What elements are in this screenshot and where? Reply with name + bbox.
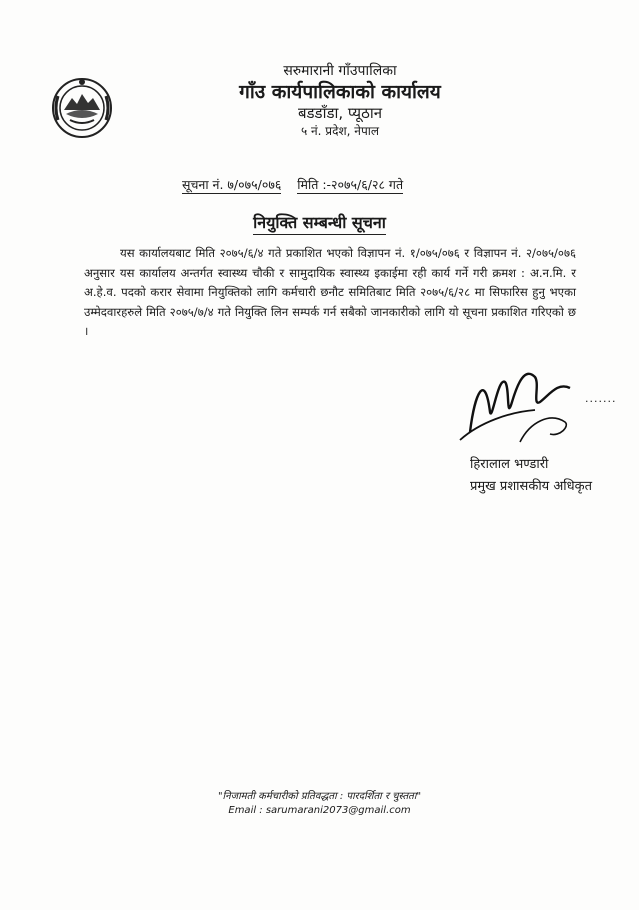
province-line: ५ नं. प्रदेश, नेपाल xyxy=(300,124,380,138)
subject-text: नियुक्ति सम्बन्धी सूचना xyxy=(253,213,386,235)
notice-subject xyxy=(0,211,639,233)
footer-motto: "निजामती कर्मचारीको प्रतिवद्धता : पारदर्शिता र चुस्तता" xyxy=(217,791,422,802)
office-header xyxy=(150,62,530,139)
nepal-emblem-icon xyxy=(50,76,114,140)
signatory-name: हिरालाल भण्डारी xyxy=(470,457,549,472)
footer-email: Email : sarumarani2073@gmail.com xyxy=(228,805,411,816)
body-paragraph: यस कार्यालयबाट मिति २०७५/६/४ गते प्रकाशित भएको विज्ञापन नं. १/०७५/०७६ र विज्ञापन नं. २/०७५/०७६ अनुसार यस कार्यालय अन्तर्गत स्वास्थ्य चौकी र सामुदायिक स्वास्थ्य इकाईमा रही कार्य गर्ने गरी क्रमश : अ.न.मि. र अ.हे.व. पदको करार सेवामा नियुक्तिको लागि कर्मचारी छनौट समितिबाट मिति २०७५/६/२८ मा सिफारिस हुनु भएका उम्मेदवारहरुले मिति २०७५/७/४ गते नियुक्ति लिन सम्पर्क गर्न सबैको जानकारीको लागि यो सूचना प्रकाशित गरिएको छ । xyxy=(84,246,576,338)
signatory-block xyxy=(470,454,610,498)
notice-date: मिति :-२०७५/६/२८ गते xyxy=(297,177,404,192)
notice-body xyxy=(84,244,576,342)
signature-dots: ....... xyxy=(585,392,617,405)
signatory-title: प्रमुख प्रशासकीय अधिकृत xyxy=(470,479,593,494)
office-name: गाँउ कार्यपालिकाको कार्यालय xyxy=(239,81,441,103)
document-footer xyxy=(0,790,639,818)
reference-line xyxy=(182,176,403,193)
handwritten-signature xyxy=(440,352,600,452)
notice-number: सूचना नं. ७/०७५/०७६ xyxy=(182,177,282,192)
office-location: बडडाँडा, प्यूठान xyxy=(297,104,383,122)
municipality-name: सरुमारानी गाँउपालिका xyxy=(283,63,397,79)
